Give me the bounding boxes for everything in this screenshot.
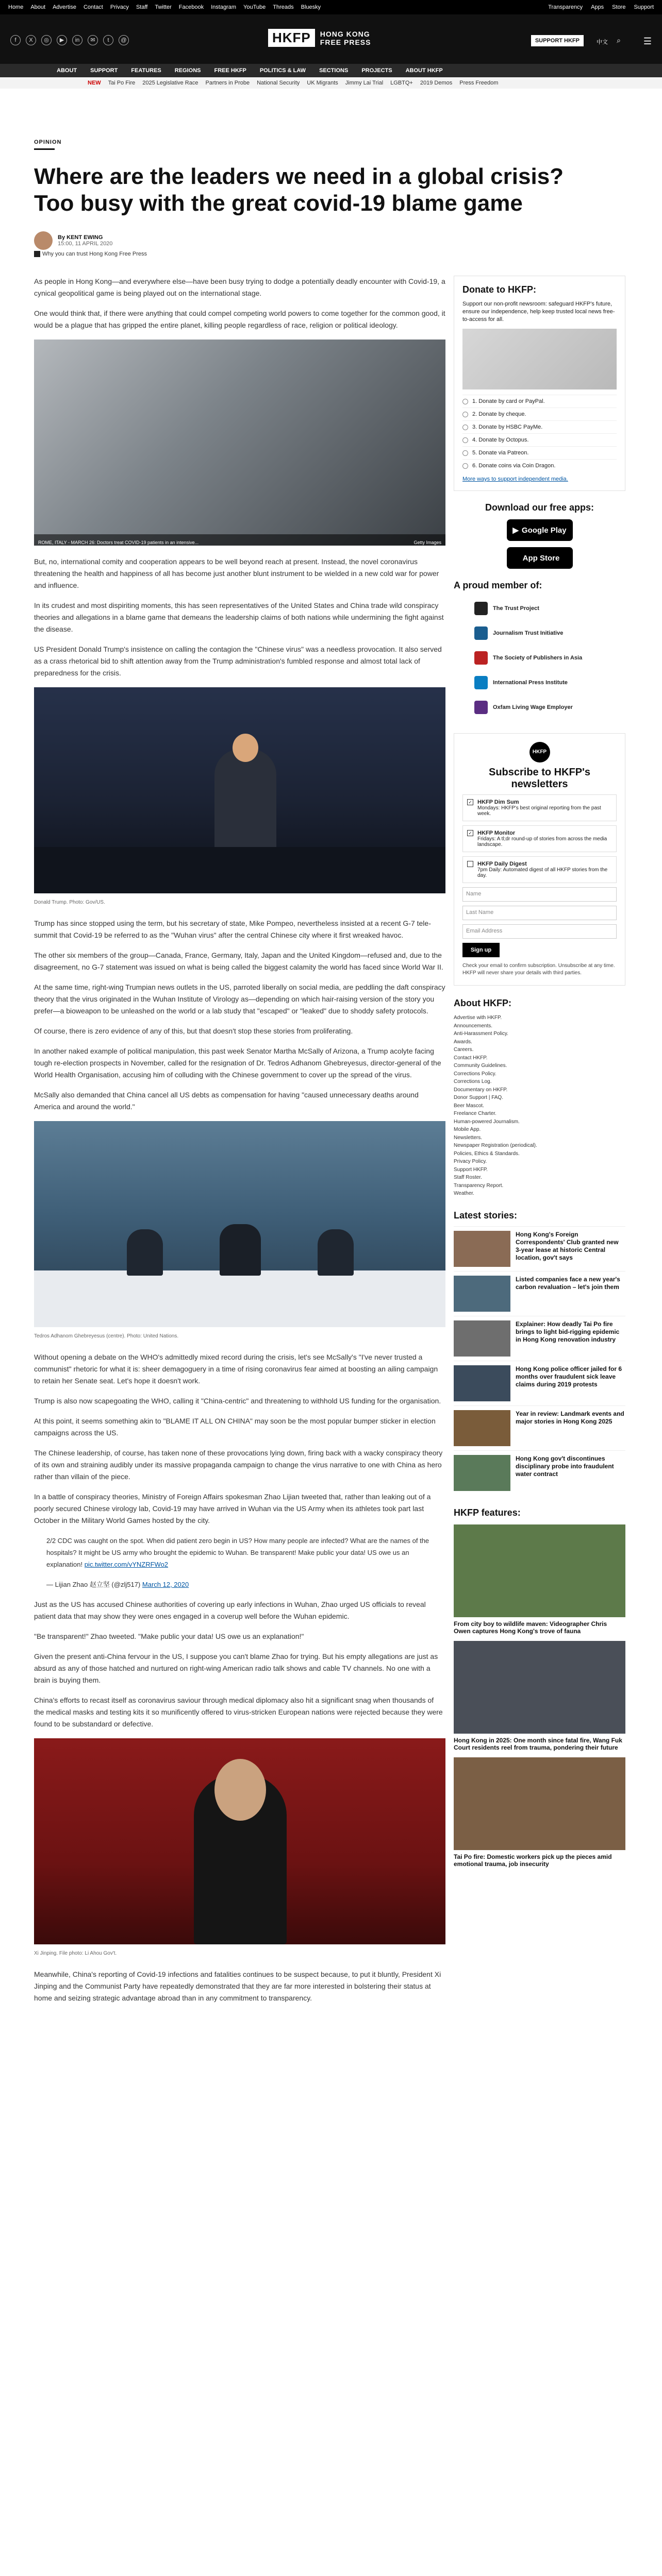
about-link[interactable]: Policies, Ethics & Standards.	[454, 1150, 520, 1157]
main-nav	[0, 64, 662, 77]
story-thumbnail[interactable]	[454, 1320, 510, 1357]
paragraph: Just as the US has accused Chinese authorities of covering up early infections in Wuhan, Zhao urged US officials to reveal patient data that may show they were ones engaged in a coverup well before the Wuhan epidemic.	[34, 1600, 426, 1620]
donate-option-label: 3. Donate by HSBC PayMe.	[472, 424, 543, 430]
tweet-signature	[46, 1579, 445, 1590]
about-link[interactable]: Anti-Harassment Policy.	[454, 1031, 508, 1037]
apps-title: Download our free apps:	[485, 502, 594, 513]
about-link[interactable]: Documentary on HKFP.	[454, 1087, 508, 1093]
image-credit: Getty Images	[413, 540, 441, 545]
hkfp-badge-icon: HKFP	[529, 742, 550, 762]
latest-list	[454, 1226, 625, 1495]
features-list	[454, 1524, 625, 1868]
author-avatar[interactable]	[34, 231, 53, 250]
google-play-label: Google Play	[521, 526, 567, 535]
section-label[interactable]: OPINION	[34, 139, 62, 145]
feature-story[interactable]	[454, 1524, 625, 1635]
trending-bar	[0, 77, 662, 89]
about-link[interactable]: Newsletters.	[454, 1134, 483, 1141]
about-link[interactable]: Transparency Report.	[454, 1182, 504, 1189]
support-hkfp-button[interactable]: SUPPORT HKFP	[531, 35, 584, 46]
publish-date: 15:00, 11 APRIL 2020	[58, 241, 113, 247]
radio-icon	[462, 425, 468, 430]
about-link[interactable]: Donor Support | FAQ.	[454, 1095, 503, 1100]
trending-items	[108, 80, 499, 86]
utility-link[interactable]: Threads	[273, 4, 294, 10]
paragraph: In its crudest and most dispiriting moments, this has seen representatives of the United States and China trade wild conspiracy theories and allegations in a blame game that demeans the leadership claims of both nations while undermining the fight against the disease.	[34, 601, 444, 633]
paragraph: One would think that, if there were anything that could compel competing world powers to come together for the common good, it would be a plague that has gripped the entire planet, killing people regardless of race, religion or political ideology.	[34, 309, 445, 329]
member-name: International Press Institute	[493, 680, 568, 686]
search-icon[interactable]: ⌕	[617, 36, 621, 44]
newsletter-desc	[477, 799, 612, 817]
utility-link[interactable]: Advertise	[53, 4, 76, 10]
feature-story[interactable]	[454, 1641, 625, 1751]
paragraph: As people in Hong Kong—and everywhere else—have been busy trying to dodge a potentially deadly encounter with Covid-19, a cynical geopolitical game is being played out on the international stage.	[34, 277, 445, 297]
email-input[interactable]: Email Address	[462, 924, 617, 939]
paragraph: "Be transparent!" Zhao tweeted. "Make public your data! US owe us an explanation!"	[34, 1632, 304, 1640]
nav-item[interactable]: SECTIONS	[319, 67, 349, 74]
utility-right-link[interactable]: Apps	[591, 4, 604, 10]
members-title: A proud member of:	[454, 580, 542, 590]
name-input[interactable]: Name	[462, 887, 617, 902]
story-title[interactable]: Listed companies face a new year's carbon revaluation – let's join them	[516, 1275, 620, 1291]
donate-text: Support our non-profit newsroom: safeguard HKFP's future, ensure our independence, help keep trusted local news free-to-access for all.	[462, 301, 615, 323]
newsletter-options	[462, 794, 617, 883]
paragraph: Of course, there is zero evidence of any of this, but that doesn't stop these stories from proliferating.	[34, 1027, 353, 1035]
utility-link[interactable]: YouTube	[243, 4, 266, 10]
image-caption: Tedros Adhanom Ghebreyesus (centre). Photo: United Nations.	[34, 1333, 179, 1339]
utility-link[interactable]: Home	[8, 4, 24, 10]
members-box	[454, 580, 625, 720]
paragraph: China's efforts to recast itself as coronavirus saviour through medical diplomacy also hit a significant snag when thousands of the medical masks and testing kits it so munificently offered to virus-stricken European nations were rejected because they were found to be substandard or defective.	[34, 1696, 443, 1728]
member-logo-icon	[474, 602, 488, 615]
byline: By KENT EWING 15:00, 11 APRIL 2020	[34, 231, 627, 250]
nav-item[interactable]: REGIONS	[174, 67, 201, 74]
about-link[interactable]: Freelance Charter.	[454, 1111, 496, 1116]
feature-title[interactable]: Tai Po fire: Domestic workers pick up the pieces amid emotional trauma, job insecurity	[454, 1853, 612, 1868]
nav-item[interactable]: ABOUT	[57, 67, 77, 74]
member-name: The Trust Project	[493, 605, 539, 612]
image-overlay-caption: ROME, ITALY - MARCH 26: Doctors treat COVID-19 patients in an intensive...	[38, 540, 199, 545]
newsletter-name: HKFP Dim Sum	[477, 799, 519, 805]
about-link[interactable]: Mobile App.	[454, 1127, 481, 1132]
image-caption: Xi Jinping. File photo: Li Ahou Gov't.	[34, 1951, 117, 1956]
why-trust-link[interactable]	[34, 251, 627, 257]
about-link[interactable]: Community Guidelines.	[454, 1063, 507, 1069]
paragraph: McSally also demanded that China cancel all US debts as compensation for having "caused unnecessary deaths around America and around the world."	[34, 1091, 419, 1111]
donate-option-label: 6. Donate coins via Coin Dragon.	[472, 463, 556, 469]
embedded-tweet	[34, 1535, 445, 1590]
utility-right-links	[548, 4, 654, 10]
member-logo[interactable]	[454, 596, 625, 621]
member-name: Oxfam Living Wage Employer	[493, 704, 573, 710]
google-play-button[interactable]	[507, 519, 573, 541]
paragraph: Given the present anti-China fervour in the US, I suppose you can't blame Zhao for trying. But his empty allegations are just as absurd as any of those hatched and nurtured on right-wing American radio talk shows and cable TV channels. No one with a brain is buying them.	[34, 1652, 438, 1684]
article-header	[34, 139, 627, 257]
newsletter-desc	[477, 830, 612, 848]
newsletter-note: Check your email to confirm subscription. Unsubscribe at any time. HKFP will never share your details with third parties.	[462, 963, 615, 976]
story-thumbnail[interactable]	[454, 1455, 510, 1491]
nav-item[interactable]: PROJECTS	[361, 67, 392, 74]
about-link[interactable]: Support HKFP.	[454, 1166, 488, 1173]
utility-link[interactable]: Instagram	[211, 4, 237, 10]
donate-option-label: 2. Donate by cheque.	[472, 411, 526, 417]
radio-icon	[462, 450, 468, 456]
utility-right-link[interactable]: Store	[612, 4, 626, 10]
donate-option[interactable]	[462, 395, 617, 408]
about-link[interactable]: Newspaper Registration (periodical).	[454, 1143, 537, 1148]
checkbox-icon[interactable]: ✓	[467, 830, 473, 836]
nav-item[interactable]: POLITICS & LAW	[259, 67, 306, 74]
logo-line-2: FREE PRESS	[320, 38, 371, 46]
newsletter-name: HKFP Daily Digest	[477, 861, 527, 867]
article-title: Where are the leaders we need in a global crisis? Too busy with the great covid-19 blame game	[34, 164, 564, 216]
utility-bar	[0, 0, 662, 14]
social-icons	[10, 35, 129, 45]
story-thumbnail[interactable]	[454, 1365, 510, 1401]
radio-icon	[462, 463, 468, 469]
about-box	[454, 998, 625, 1198]
members-list	[454, 596, 625, 720]
member-logo-icon	[474, 676, 488, 689]
feature-story[interactable]	[454, 1757, 625, 1868]
paragraph: Without opening a debate on the WHO's admittedly mixed record during the crisis, let's see McSally's "I've never trusted a communist" rhetoric for what it is: sheer demagoguery in a time of rising coronavirus fear aimed at boosting an ailing campaign to retain her Senate seat. Let's hope it doesn't work.	[34, 1353, 438, 1385]
utility-right-link[interactable]: Support	[634, 4, 654, 10]
story-title[interactable]: Explainer: How deadly Tai Po fire brings to light bid-rigging epidemic in Hong Kong renovation industry	[516, 1320, 620, 1343]
nav-item[interactable]: SUPPORT	[90, 67, 118, 74]
trending-item[interactable]: LGBTQ+	[390, 80, 413, 86]
donate-option-label: 4. Donate by Octopus.	[472, 437, 529, 443]
utility-link[interactable]: Twitter	[155, 4, 172, 10]
nav-item[interactable]: FEATURES	[131, 67, 161, 74]
donate-box	[454, 276, 625, 491]
about-link[interactable]: Privacy Policy.	[454, 1159, 487, 1164]
trust-icon	[34, 251, 40, 257]
about-link[interactable]: Corrections Log.	[454, 1079, 492, 1084]
trending-label: NEW	[88, 80, 101, 86]
donate-title: Donate to HKFP:	[462, 284, 536, 295]
donate-option-label: 5. Donate via Patreon.	[472, 450, 529, 456]
trending-item[interactable]: 2025 Legislative Race	[142, 80, 198, 86]
latest-box	[454, 1210, 625, 1495]
story-title[interactable]: Year in review: Landmark events and major stories in Hong Kong 2025	[516, 1410, 624, 1425]
newsletter-blurb: 7pm Daily: Automated digest of all HKFP stories from the day.	[477, 867, 608, 878]
member-logo-icon	[474, 701, 488, 714]
story-thumbnail[interactable]	[454, 1276, 510, 1312]
radio-icon	[462, 412, 468, 417]
logo-text	[320, 30, 371, 46]
language-toggle[interactable]: 中文	[597, 39, 608, 45]
donate-option-label: 1. Donate by card or PayPal.	[472, 398, 545, 404]
donate-option[interactable]	[462, 408, 617, 420]
app-store-button[interactable]	[507, 547, 573, 569]
paragraph: In another naked example of political manipulation, this past week Senator Martha McSally of Arizona, a Trump acolyte facing tough re-election prospects in November, called for the resignation of Dr. Tedros Adhanom Ghebreyesus, director-general of the World Health Organisation, accusing him of colluding with the Chinese government to cover up the spread of the virus.	[34, 1047, 441, 1079]
social-icon[interactable]: ◎	[41, 35, 52, 45]
newsletter-option[interactable]	[462, 825, 617, 852]
article-body	[34, 276, 445, 2012]
trending-item[interactable]: Press Freedom	[459, 80, 499, 86]
tweet-link[interactable]: pic.twitter.com/vYNZRFWo2	[84, 1561, 169, 1568]
latest-story[interactable]	[454, 1450, 625, 1495]
about-link[interactable]: Weather.	[454, 1191, 474, 1196]
about-list	[454, 1014, 625, 1198]
paragraph: The other six members of the group—Canada, France, Germany, Italy, Japan and the United Kingdom—refused and, due to the disagreement, no G-7 statement was issued on what is being called the biggest calamity the world has faced since World War II.	[34, 951, 443, 971]
feature-title[interactable]: Hong Kong in 2025: One month since fatal fire, Wang Fuk Court residents reel from trauma, pondering their future	[454, 1736, 622, 1751]
member-name: The Society of Publishers in Asia	[493, 655, 583, 661]
social-icon[interactable]: t	[103, 35, 113, 45]
sidebar	[454, 276, 625, 1868]
newsletter-box	[454, 733, 625, 986]
feature-image[interactable]	[454, 1641, 625, 1734]
newsletter-option[interactable]	[462, 794, 617, 821]
story-thumbnail[interactable]	[454, 1410, 510, 1446]
article-image-xi[interactable]	[34, 1738, 445, 1944]
utility-link[interactable]: Contact	[83, 4, 103, 10]
about-link[interactable]: Announcements.	[454, 1023, 493, 1029]
radio-icon	[462, 399, 468, 404]
checkbox-icon[interactable]	[467, 861, 473, 867]
newsletter-name: HKFP Monitor	[477, 830, 516, 836]
tweet-author[interactable]: — Lijian Zhao 赵立坚 (@zlj517)	[46, 1581, 141, 1588]
logo-line-1: HONG KONG	[320, 29, 370, 38]
checkbox-icon[interactable]: ✓	[467, 799, 473, 805]
nav-item[interactable]: FREE HKFP	[214, 67, 246, 74]
utility-link[interactable]: Bluesky	[301, 4, 321, 10]
donate-option[interactable]	[462, 433, 617, 446]
tweet-date-link[interactable]: March 12, 2020	[142, 1581, 189, 1588]
paragraph: Trump has since stopped using the term, but his secretary of state, Mike Pompeo, nevertheless insisted at a recent G-7 tele-summit that Covid-19 be referred to as the "Wuhan virus" after the central Chinese city where it first wreaked havoc.	[34, 919, 431, 939]
latest-story[interactable]	[454, 1271, 625, 1316]
about-title: About HKFP:	[454, 998, 511, 1008]
newsletter-blurb: Mondays: HKFP's best original reporting from the past week.	[477, 805, 601, 817]
newsletter-desc	[477, 861, 612, 878]
donate-option[interactable]	[462, 446, 617, 459]
social-icon[interactable]: X	[26, 35, 36, 45]
trending-item[interactable]: Partners in Probe	[205, 80, 250, 86]
member-logo[interactable]	[454, 670, 625, 695]
newsletter-title: Subscribe to HKFP's newsletters	[488, 767, 590, 790]
about-link[interactable]: Contact HKFP.	[454, 1055, 488, 1061]
paragraph: The Chinese leadership, of course, has taken none of these provocations lying down, firing back with a wacky conspiracy theory of its own and straining audibly under its massive propaganda campaign to change the virus narrative to one with China as hero rather than villain of the piece.	[34, 1449, 443, 1481]
sign-up-button[interactable]: Sign up	[462, 943, 500, 957]
story-title[interactable]: Hong Kong police officer jailed for 6 months over fraudulent sick leave claims during 2019 protests	[516, 1365, 622, 1388]
newsletter-option[interactable]	[462, 856, 617, 883]
trending-item[interactable]: UK Migrants	[307, 80, 338, 86]
about-link[interactable]: Careers.	[454, 1047, 474, 1053]
why-trust-text: Why you can trust Hong Kong Free Press	[42, 251, 147, 257]
about-link[interactable]: Advertise with HKFP.	[454, 1015, 502, 1021]
section-rule	[34, 148, 55, 150]
social-icon[interactable]: ▶	[57, 35, 67, 45]
member-logo[interactable]	[454, 621, 625, 646]
hamburger-menu-icon[interactable]: ☰	[643, 36, 652, 46]
story-title[interactable]: Hong Kong's Foreign Correspondents' Club granted new 3-year lease at historic Central location, gov't says	[516, 1230, 619, 1261]
site-logo[interactable]	[268, 29, 371, 47]
about-link[interactable]: Human-powered Journalism.	[454, 1118, 520, 1125]
member-name: Journalism Trust Initiative	[493, 630, 564, 636]
utility-link[interactable]: Staff	[136, 4, 148, 10]
latest-story[interactable]	[454, 1405, 625, 1450]
logo-mark: HKFP	[268, 29, 315, 47]
paragraph: At the same time, right-wing Trumpian news outlets in the US, parroted liberally on social media, are peddling the daft conspiracy theory that the virus originated in the Wuhan Institute of Virology as—depending on which hair-raising version of the story you prefer—a bioweapon to be unleashed on the world or a lab study that "escaped" or "leaked" due to shoddy safety protocols.	[34, 983, 445, 1015]
paragraph: In a battle of conspiracy theories, Ministry of Foreign Affairs spokesman Zhao Lijian tweeted that, rather than leaking out of a poorly secured Chinese virology lab, Covid-19 may have arrived in Wuhan via the US Army when its athletes took part last October in the Military World Games hosted by the city.	[34, 1493, 431, 1524]
article-image-tedros[interactable]	[34, 1121, 445, 1327]
latest-title: Latest stories:	[454, 1210, 518, 1221]
social-icon[interactable]: @	[119, 35, 129, 45]
social-icon[interactable]: f	[10, 35, 21, 45]
article-image-hospital[interactable]	[34, 340, 445, 546]
trending-item[interactable]: National Security	[257, 80, 300, 86]
image-caption: Donald Trump. Photo: Gov/US.	[34, 900, 105, 905]
latest-story[interactable]	[454, 1226, 625, 1271]
trending-item[interactable]: Jimmy Lai Trial	[345, 80, 384, 86]
paragraph: At this point, it seems something akin to "BLAME IT ALL ON CHINA" may soon be the most popular bumper sticker in election campaigns across the US.	[34, 1417, 436, 1437]
tweet-body: 2/2 CDC was caught on the spot. When did patient zero begin in US? How many people are infected? What are the names of the hospitals? It might be US army who brought the epidemic to Wuhan. Be transparent! Make public your data! US owe us an explanation!	[46, 1537, 429, 1568]
last-name-input[interactable]: Last Name	[462, 906, 617, 920]
app-store-label: App Store	[522, 553, 560, 563]
apps-box	[454, 502, 625, 569]
story-thumbnail[interactable]	[454, 1231, 510, 1267]
utility-link[interactable]: Privacy	[110, 4, 129, 10]
utility-links	[8, 4, 321, 10]
latest-story[interactable]	[454, 1316, 625, 1361]
feature-title[interactable]: From city boy to wildlife maven: Videographer Chris Owen captures Hong Kong's trove of fauna	[454, 1620, 607, 1635]
utility-link[interactable]: Facebook	[178, 4, 204, 10]
google-play-icon: ▶	[512, 526, 519, 535]
radio-icon	[462, 437, 468, 443]
feature-image[interactable]	[454, 1757, 625, 1850]
newsletter-blurb: Fridays: A tl;dr round-up of stories from across the media landscape.	[477, 836, 607, 848]
about-link[interactable]: Staff Roster.	[454, 1175, 482, 1180]
social-icon[interactable]: in	[72, 35, 82, 45]
about-link[interactable]: Corrections Policy.	[454, 1071, 496, 1077]
utility-link[interactable]: About	[30, 4, 46, 10]
donate-option[interactable]	[462, 459, 617, 472]
nav-item[interactable]: ABOUT HKFP	[405, 67, 443, 74]
donate-image	[462, 329, 617, 389]
more-ways-link[interactable]: More ways to support independent media.	[462, 476, 568, 482]
tweet-text	[46, 1535, 445, 1570]
utility-right-link[interactable]: Transparency	[548, 4, 583, 10]
latest-story[interactable]	[454, 1361, 625, 1405]
paragraph: But, no, international comity and cooperation appears to be well beyond reach at present. Instead, the novel coronavirus threatening the health and happiness of all has become just another blunt instrument to be wielded in a new cold war for power and influence.	[34, 557, 439, 589]
features-box	[454, 1507, 625, 1868]
member-logo[interactable]	[454, 646, 625, 670]
paragraph: US President Donald Trump's insistence on calling the contagion the "Chinese virus" was a needless provocation. It also served as a crass rhetorical bid to shift attention away from the Trump administration's fumbled response and almost total lack of preparedness for the crisis.	[34, 645, 442, 677]
member-logo-icon	[474, 651, 488, 665]
member-logo-icon	[474, 626, 488, 640]
about-link[interactable]: Beer Mascot.	[454, 1103, 484, 1109]
article-image-trump[interactable]	[34, 687, 445, 893]
member-logo[interactable]	[454, 695, 625, 720]
about-link[interactable]: Awards.	[454, 1039, 472, 1045]
features-title: HKFP features:	[454, 1507, 521, 1518]
story-title[interactable]: Hong Kong gov't discontinues disciplinary probe into fraudulent water contract	[516, 1454, 614, 1478]
donate-option[interactable]	[462, 420, 617, 433]
paragraph: Trump is also now scapegoating the WHO, calling it "China-centric" and threatening to withhold US funding for the organisation.	[34, 1397, 441, 1405]
feature-image[interactable]	[454, 1524, 625, 1617]
author-name[interactable]: KENT EWING	[67, 234, 103, 241]
trending-item[interactable]: Tai Po Fire	[108, 80, 136, 86]
paragraph: Meanwhile, China's reporting of Covid-19 infections and fatalities continues to be suspect because, to put it bluntly, President Xi Jinping and the Communist Party have repeatedly demonstrated that they are far more interested in bolstering their status at home and seizing strategic advantage abroad than in any commitment to transparency.	[34, 1970, 441, 2002]
social-icon[interactable]: ✉	[88, 35, 98, 45]
donate-options	[462, 395, 617, 472]
trending-item[interactable]: 2019 Demos	[420, 80, 453, 86]
